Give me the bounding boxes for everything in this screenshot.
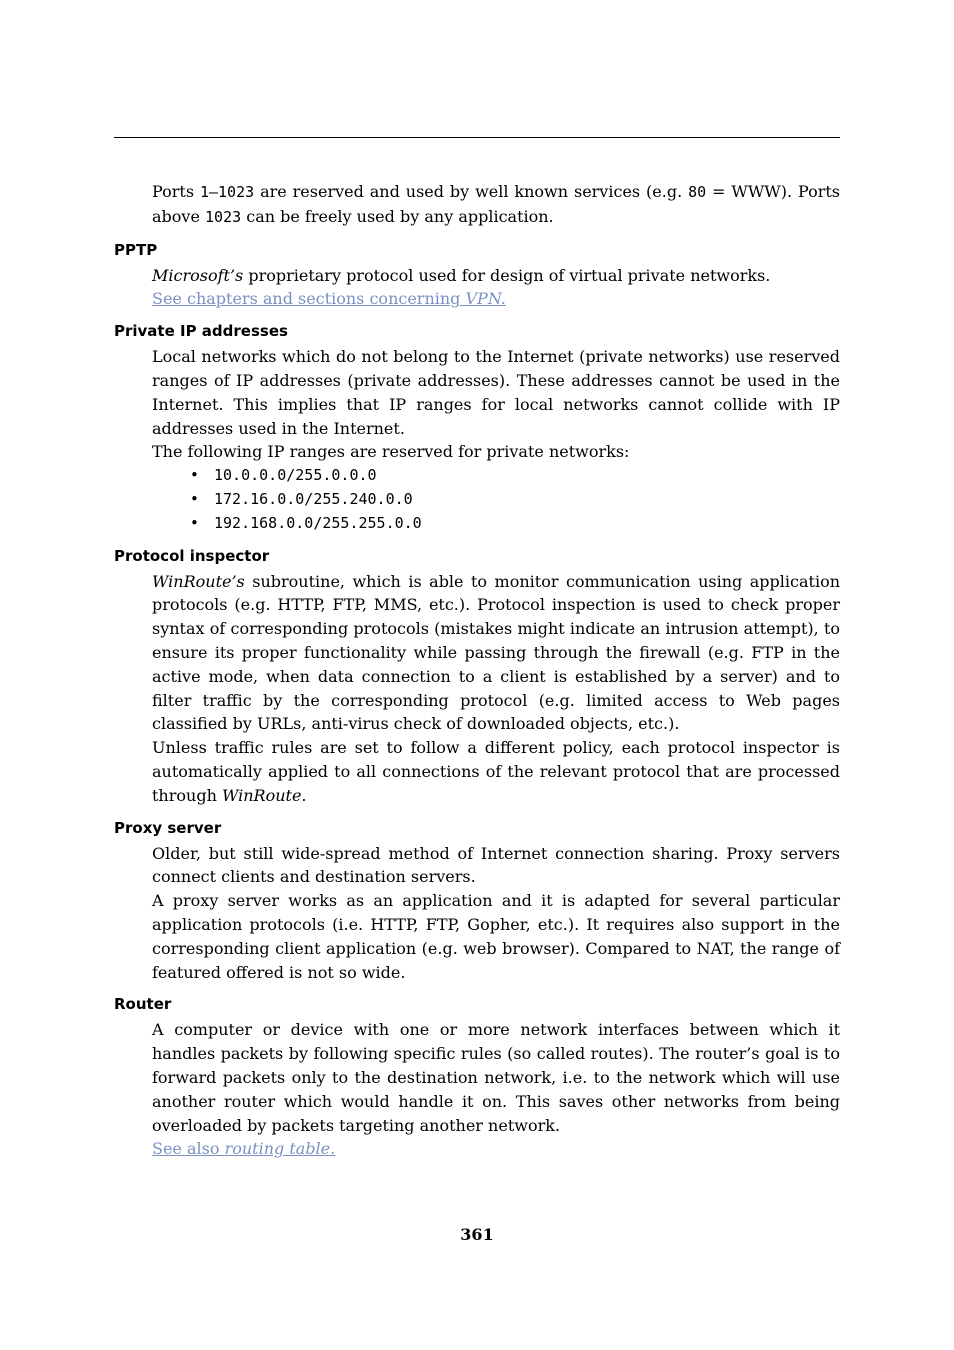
company-name: Microsoft’s [152,265,244,285]
link-target: VPN. [465,289,506,309]
vpn-link[interactable] [152,289,506,308]
link-text: See also [152,1139,225,1159]
p1-text: subroutine, which is able to monitor communication using application protocols (e.g. HTTP, FTP, MMS, etc.). Protocol inspection is used to check proper syntax of corresponding protocols (mistakes might indicate an intrusion attempt), to ensure its proper functionality while passing through the firewall (e.g. FTP in the active mode, when data connection to a client is established by a server) and to filter traffic by the corresponding protocol (e.g. limited access to Web pages classified by URLs, anti-virus check of downloaded objects, etc.). [152,571,840,734]
proxy-p1: Older, but still wide-spread method of Internet connection sharing. Proxy servers connect clients and destination servers. [152,843,840,887]
link-text: See chapters and sections concerning [152,289,466,309]
bullet-icon: • [190,513,199,532]
router-see-also [152,1137,840,1161]
protocol-inspector-p1 [152,570,840,737]
list-item [190,488,840,512]
term-pptp: PPTP [114,240,158,259]
term-router: Router [114,995,172,1014]
port-above: 1023 [205,207,242,226]
routing-table-link[interactable] [152,1139,335,1158]
bullet-icon: • [190,466,199,485]
router-p1: A computer or device with one or more network interfaces between which it handles packets by following specific rules (so called routes). The router’s goal is to forward packets only to the destination network, i.e. to the network which will use another router which would handle it on. This saves other networks from being overloaded by packets targeting another network. [152,1020,840,1135]
ports-range: 1–1023 [199,183,255,201]
ports-paragraph [152,180,840,230]
intro-text: Ports [152,182,200,201]
term-private-ip: Private IP addresses [114,322,288,341]
page-number: 361 [460,1225,494,1244]
ip-range: 192.168.0.0/255.255.0.0 [214,513,422,532]
link-target: routing table. [224,1139,336,1159]
ip-range: 172.16.0.0/255.240.0.0 [214,489,413,508]
port-www: 80 [688,183,707,201]
intro-text: = WWW). Ports above [152,182,841,226]
pptp-desc: proprietary protocol used for design of virtual private networks. [243,265,771,285]
p2-end: . [301,785,307,805]
page-content [114,180,840,1161]
intro-text: are reserved and used by well known services (e.g. [254,182,689,201]
product-name: WinRoute [221,785,302,805]
ip-range-list [114,464,840,535]
pptp-definition [152,264,840,288]
private-ip-p2: The following IP ranges are reserved for private networks: [152,442,630,462]
term-protocol-inspector: Protocol inspector [114,546,270,565]
product-name: WinRoute’s [152,571,245,591]
list-item [190,512,840,536]
intro-text: can be freely used by any application. [241,206,554,226]
p2-text: Unless traffic rules are set to follow a different policy, each protocol inspector is automatically applied to all connections of the relevant protocol that are processed through [152,738,840,805]
protocol-inspector-p2 [152,736,840,807]
list-item [190,464,840,488]
bullet-icon: • [190,489,199,508]
ip-range: 10.0.0.0/255.0.0.0 [214,466,377,485]
proxy-p2: A proxy server works as an application and it is adapted for several particular application protocols (i.e. HTTP, FTP, Gopher, etc.). It requires also support in the corresponding client application (e.g. web browser). Compared to NAT, the range of featured offered is not so wide. [152,891,840,982]
header-rule [114,137,840,138]
term-proxy-server: Proxy server [114,818,222,837]
private-ip-p1: Local networks which do not belong to the Internet (private networks) use reserved ranges of IP addresses (private addresses). These addresses cannot be used in the Internet. This implies that IP ranges for local networks cannot collide with IP addresses used in the Internet. [152,347,840,438]
pptp-see-also [152,287,840,311]
